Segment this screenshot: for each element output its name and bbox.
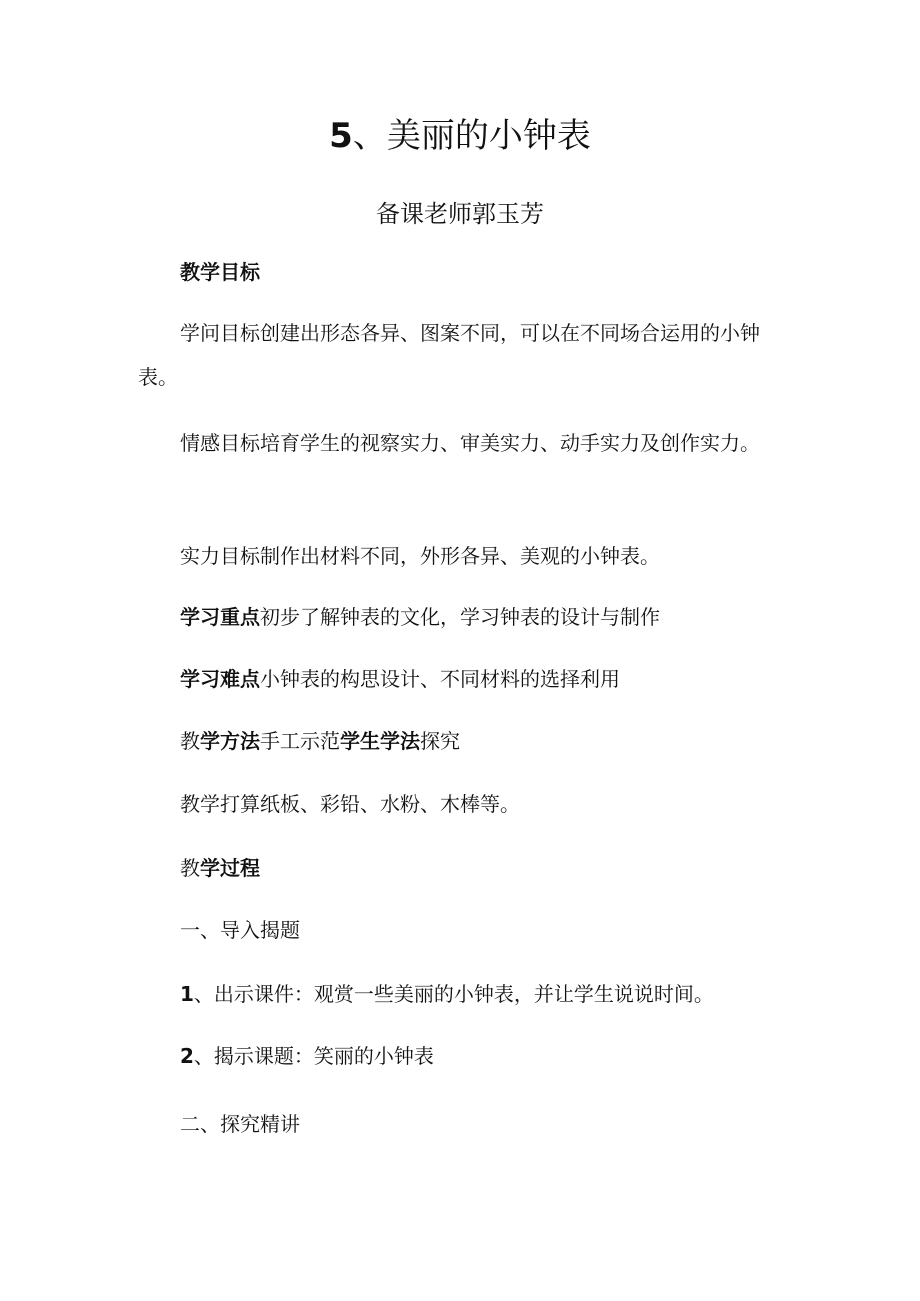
objectives-heading: 教学目标 xyxy=(180,260,260,284)
process-label: 学过程 xyxy=(200,856,260,880)
method-text-2: 探究 xyxy=(420,729,460,753)
document-title xyxy=(0,108,920,164)
method-prefix: 教 xyxy=(180,729,200,753)
key-point xyxy=(138,595,820,639)
objective-ability: 实力目标制作出材料不同，外形各异、美观的小钟表。 xyxy=(180,544,660,568)
difficulty xyxy=(138,657,820,701)
preparation: 教学打算纸板、彩铅、水粉、木棒等。 xyxy=(180,792,520,816)
key-point-label: 学习重点 xyxy=(180,605,260,629)
item-1-text: 、出示课件：观赏一些美丽的小钟表，并让学生说说时间。 xyxy=(193,982,714,1006)
item-2-text: 、揭示课题：笑丽的小钟表 xyxy=(193,1044,434,1068)
section-1-heading: 一、导入揭题 xyxy=(180,918,300,942)
title-text: 、美丽的小钟表 xyxy=(352,116,591,156)
objective-emotion: 情感目标培育学生的视察实力、审美实力、动手实力及创作实力。 xyxy=(180,431,760,455)
item-1-number: 1 xyxy=(180,982,194,1006)
teaching-method xyxy=(138,719,820,763)
section-1-item-1 xyxy=(138,972,820,1016)
title-number: 5 xyxy=(329,116,353,156)
item-2-number: 2 xyxy=(180,1044,194,1068)
process-heading xyxy=(138,846,820,890)
difficulty-label: 学习难点 xyxy=(180,667,260,691)
key-point-text: 初步了解钟表的文化，学习钟表的设计与制作 xyxy=(260,605,660,629)
method-label-2: 学生学法 xyxy=(340,729,420,753)
objective-knowledge: 学问目标创建出形态各异、图案不同，可以在不同场合运用的小钟表。 xyxy=(138,321,760,389)
section-1-item-2 xyxy=(138,1034,820,1078)
process-prefix: 教 xyxy=(180,856,200,880)
method-text-1: 手工示范 xyxy=(260,729,340,753)
method-label-1: 学方法 xyxy=(200,729,260,753)
difficulty-text: 小钟表的构思设计、不同材料的选择利用 xyxy=(260,667,620,691)
section-2-heading: 二、探究精讲 xyxy=(180,1112,300,1136)
document-subtitle: 备课老师郭玉芳 xyxy=(376,200,544,228)
